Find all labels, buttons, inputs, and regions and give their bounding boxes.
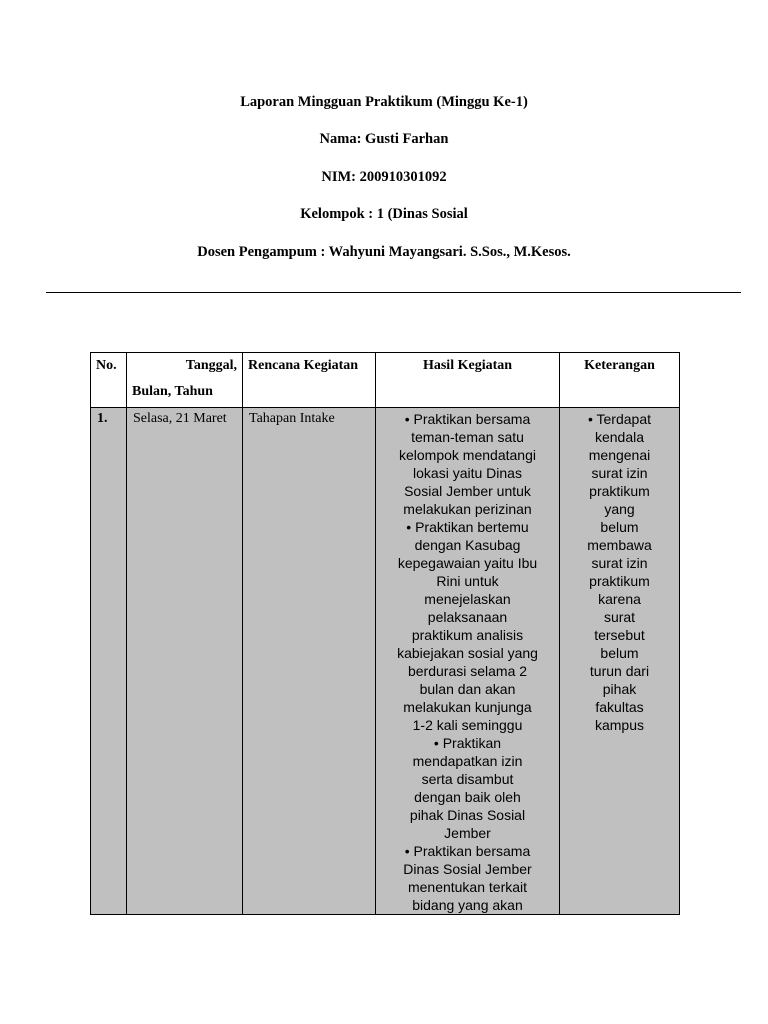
- keterangan-line: pihak: [602, 681, 637, 697]
- hasil-line: menejelaskan: [424, 591, 511, 607]
- keterangan-line: praktikum: [589, 483, 650, 499]
- keterangan-line: kampus: [594, 717, 645, 733]
- group-info: Kelompok : 1 (Dinas Sosial: [300, 206, 468, 222]
- keterangan-line: surat: [603, 609, 636, 625]
- keterangan-line: kendala: [594, 429, 645, 445]
- hasil-line: • Praktikan bertemu: [406, 519, 529, 535]
- keterangan-line: tersebut: [594, 627, 645, 643]
- hasil-line: • Praktikan bersama: [404, 411, 531, 427]
- header-tanggal-line1: Tanggal,: [185, 358, 237, 373]
- keterangan-line: surat izin: [591, 555, 648, 571]
- keterangan-line: karena: [598, 591, 641, 607]
- hasil-line: • Praktikan bersama: [404, 843, 531, 859]
- cell-no: 1.: [91, 408, 127, 915]
- keterangan-line: membawa: [587, 537, 652, 553]
- hasil-line: lokasi yaitu Dinas: [413, 465, 522, 481]
- keterangan-line: surat izin: [591, 465, 648, 481]
- cell-tanggal: Selasa, 21 Maret: [127, 408, 243, 915]
- hasil-line: dengan Kasubag: [414, 537, 521, 553]
- keterangan-line: fakultas: [595, 699, 644, 715]
- header-keterangan: Keterangan: [560, 353, 680, 408]
- header-hasil: Hasil Kegiatan: [376, 353, 560, 408]
- table-header-row: [91, 353, 680, 408]
- keterangan-line: belum: [600, 519, 639, 535]
- hasil-line: bidang yang akan: [412, 897, 523, 913]
- keterangan-line: turun dari: [589, 663, 650, 679]
- hasil-line: kabiejakan sosial yang: [397, 645, 538, 661]
- hasil-text: [376, 408, 559, 914]
- cell-rencana: Tahapan Intake: [243, 408, 376, 915]
- hasil-line: bulan dan akan: [419, 681, 516, 697]
- hasil-line: mendapatkan izin: [412, 753, 523, 769]
- student-nim: NIM: 200910301092: [321, 169, 447, 185]
- hasil-line: • Praktikan: [433, 735, 502, 751]
- hasil-line: dengan baik oleh: [414, 789, 521, 805]
- keterangan-line: belum: [600, 645, 639, 661]
- keterangan-line: • Terdapat: [587, 411, 652, 427]
- horizontal-divider: [46, 292, 741, 293]
- hasil-line: Rini untuk: [436, 573, 499, 589]
- header-tanggal-line2: Bulan, Tahun: [132, 384, 213, 399]
- hasil-line: serta disambut: [421, 771, 514, 787]
- hasil-line: kepegawaian yaitu Ibu: [397, 555, 538, 571]
- hasil-line: melakukan kunjunga: [403, 699, 532, 715]
- hasil-line: Jember: [444, 825, 491, 841]
- table-row: [91, 408, 680, 915]
- hasil-line: Dinas Sosial Jember: [403, 861, 532, 877]
- header-rencana: Rencana Kegiatan: [243, 353, 376, 408]
- report-table: [90, 352, 680, 915]
- header-tanggal: [127, 353, 243, 408]
- cell-keterangan: [560, 408, 680, 915]
- keterangan-line: yang: [604, 501, 635, 517]
- hasil-line: praktikum analisis: [411, 627, 524, 643]
- header-no: No.: [91, 353, 127, 408]
- hasil-line: teman-teman satu: [411, 429, 524, 445]
- hasil-line: pelaksanaan: [427, 609, 508, 625]
- hasil-line: berdurasi selama 2: [407, 663, 528, 679]
- cell-hasil: [376, 408, 560, 915]
- hasil-line: 1-2 kali seminggu: [412, 717, 523, 733]
- hasil-line: Sosial Jember untuk: [404, 483, 531, 499]
- report-title: Laporan Mingguan Praktikum (Minggu Ke-1): [240, 94, 528, 110]
- keterangan-line: mengenai: [588, 447, 651, 463]
- keterangan-text: [560, 408, 679, 734]
- lecturer-info: Dosen Pengampum : Wahyuni Mayangsari. S.Sos., M.Kesos.: [197, 244, 571, 260]
- hasil-line: melakukan perizinan: [403, 501, 532, 517]
- hasil-line: menentukan terkait: [407, 879, 528, 895]
- student-name: Nama: Gusti Farhan: [319, 131, 449, 147]
- hasil-line: pihak Dinas Sosial: [409, 807, 526, 823]
- hasil-line: kelompok mendatangi: [399, 447, 536, 463]
- keterangan-line: praktikum: [589, 573, 650, 589]
